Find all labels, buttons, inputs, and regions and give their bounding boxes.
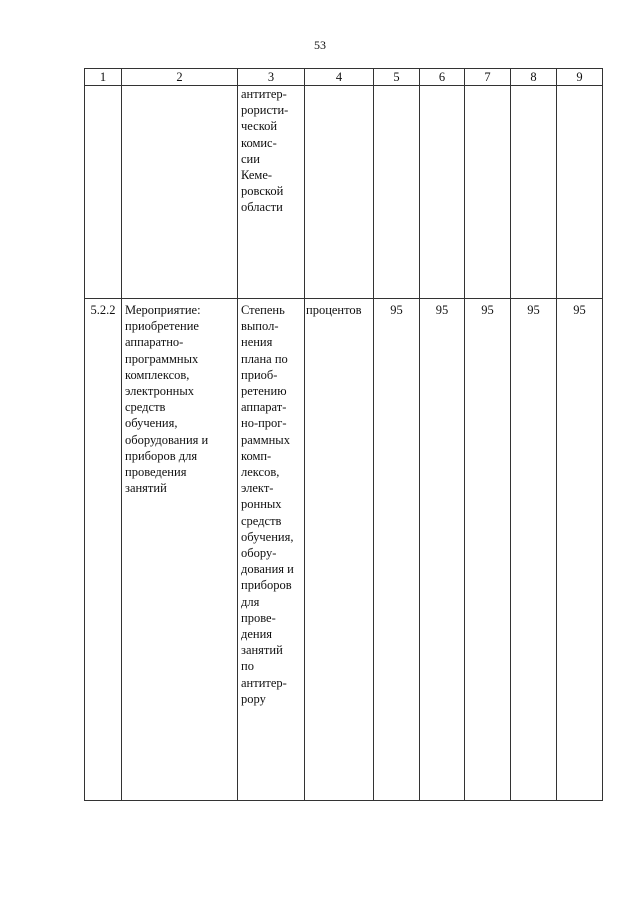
header-col-8: 8	[511, 69, 557, 86]
text-line: средств	[241, 513, 282, 528]
header-col-6: 6	[420, 69, 465, 86]
text-line: рористи-	[241, 103, 289, 118]
text-line: приоб-	[241, 367, 278, 382]
row-number: 5.2.2	[85, 299, 122, 801]
header-col-3: 3	[238, 69, 305, 86]
text-line: антитер-	[241, 87, 287, 101]
value-col-5	[374, 86, 420, 299]
text-line: обучения,	[125, 416, 178, 431]
indicator-name	[238, 299, 305, 801]
value-col-9	[557, 86, 603, 299]
text-line: комис-	[241, 135, 277, 150]
text-line: оборудования и	[125, 432, 209, 447]
text-line: сии	[241, 151, 260, 166]
text-line: Кеме-	[241, 168, 273, 183]
value-col-6: 95	[420, 299, 465, 801]
text-line: комплексов,	[125, 367, 190, 382]
text-line: рору	[241, 691, 266, 706]
text-line: элект-	[241, 481, 274, 496]
text-line: аппарат-	[241, 400, 287, 415]
row-number	[85, 86, 122, 299]
table-row	[85, 86, 603, 299]
text-line: для	[241, 594, 260, 609]
text-line: дования и	[241, 562, 294, 577]
text-line: плана по	[241, 351, 288, 366]
text-line: лексов,	[241, 465, 280, 480]
indicator-name	[238, 86, 305, 299]
event-name	[122, 86, 238, 299]
text-line: обору-	[241, 546, 277, 561]
text-line: проведения	[125, 465, 187, 480]
header-col-9: 9	[557, 69, 603, 86]
page-number: 53	[314, 38, 326, 52]
text-line: занятий	[125, 481, 167, 496]
header-col-1: 1	[85, 69, 122, 86]
text-line: но-прог-	[241, 416, 287, 431]
text-line: комп-	[241, 448, 272, 463]
text-line: Мероприятие:	[125, 303, 201, 317]
unit: процентов	[305, 299, 374, 801]
value-col-8: 95	[511, 299, 557, 801]
unit	[305, 86, 374, 299]
indicator-table	[84, 68, 603, 801]
text-line: дения	[241, 627, 273, 642]
text-line: ретению	[241, 384, 287, 399]
text-line: раммных	[241, 432, 290, 447]
text-line: приобретение	[125, 319, 199, 334]
text-line: нения	[241, 335, 273, 350]
value-col-7: 95	[465, 299, 511, 801]
text-line: электронных	[125, 384, 194, 399]
text-line: антитер-	[241, 675, 287, 690]
text-line: Степень	[241, 303, 285, 317]
text-line: ческой	[241, 119, 278, 134]
header-col-4: 4	[305, 69, 374, 86]
header-col-5: 5	[374, 69, 420, 86]
text-line: области	[241, 200, 283, 215]
text-line: по	[241, 659, 254, 674]
text-line: выпол-	[241, 319, 279, 334]
text-line: приборов	[241, 578, 292, 593]
header-col-7: 7	[465, 69, 511, 86]
text-line: программных	[125, 351, 199, 366]
value-col-6	[420, 86, 465, 299]
text-line: занятий	[241, 643, 283, 658]
text-line: приборов для	[125, 448, 198, 463]
text-line: обучения,	[241, 529, 294, 544]
text-line: аппаратно-	[125, 335, 184, 350]
text-line: ровской	[241, 184, 284, 199]
text-line: ронных	[241, 497, 282, 512]
header-col-2: 2	[122, 69, 238, 86]
header-row	[85, 69, 603, 86]
text-line: средств	[125, 400, 166, 415]
value-col-5: 95	[374, 299, 420, 801]
value-col-7	[465, 86, 511, 299]
value-col-8	[511, 86, 557, 299]
event-name	[122, 299, 238, 801]
text-line: прове-	[241, 610, 276, 625]
value-col-9: 95	[557, 299, 603, 801]
table-row	[85, 299, 603, 801]
